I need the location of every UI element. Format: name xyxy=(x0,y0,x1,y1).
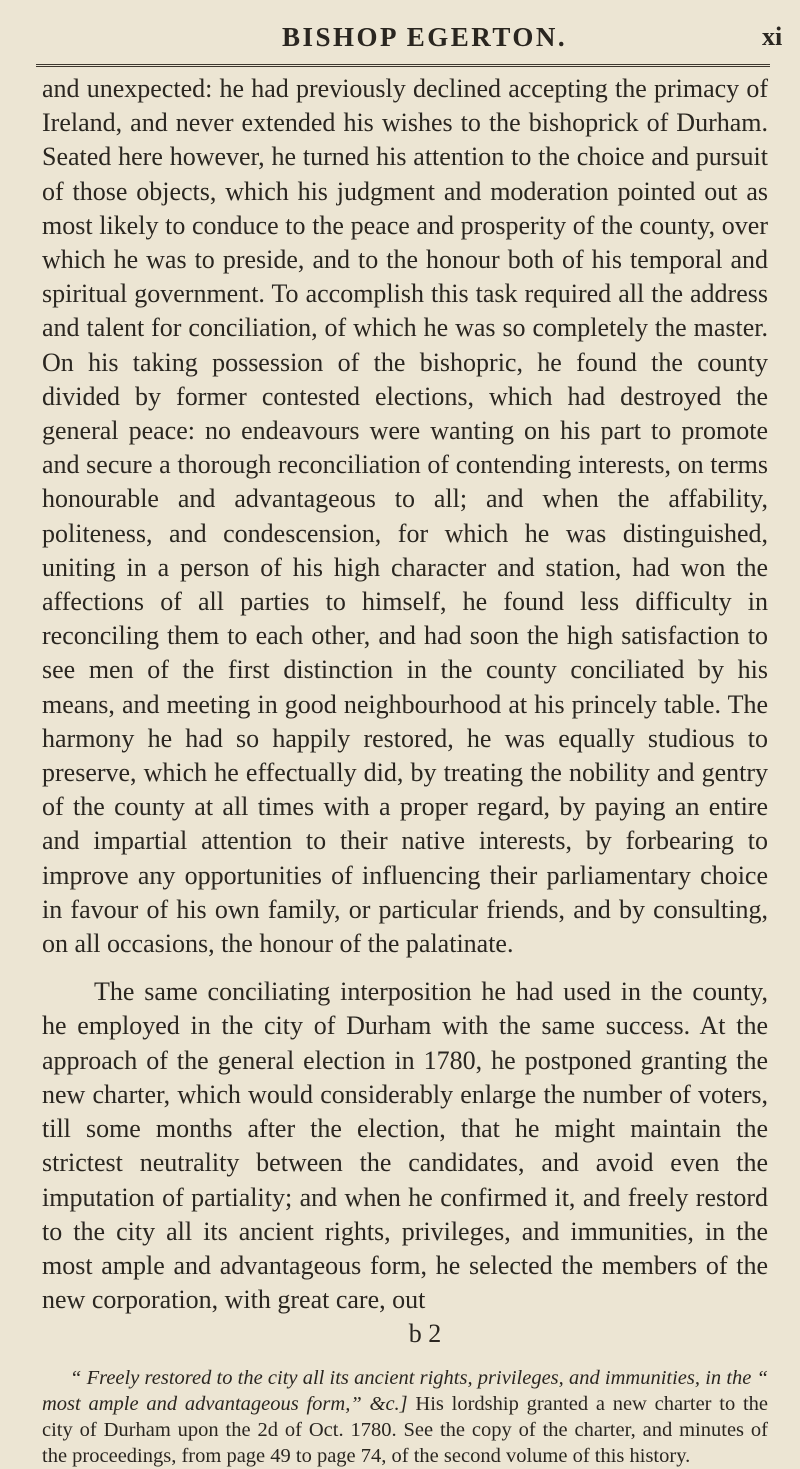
paragraph-1: and unexpected: he had previously declined accepting the primacy of Ireland, and never extended his wishes to the bishoprick of Durham. Seated here however, he turned his attention to the choice and pursuit of those objects, which his judgment and moderation pointed out as most likely to conduce to the peace and prosperity of the county, over which he was to preside, and to the honour both of his temporal and spiritual government. To accomplish this task required all the address and talent for conciliation, of which he was so completely the master. On his taking possession of the bishopric, he found the county divided by former contested elections, which had destroyed the general peace: no endeavours were wanting on his part to promote and secure a thorough reconciliation of contending interests, on terms honourable and advantageous to all; and when the affability, politeness, and condescension, for which he was distinguished, uniting in a person of his high character and station, had won the affections of all parties to himself, he found less difficulty in reconciling them to each other, and had soon the high satisfaction to see men of the first distinction in the county conciliated by his means, and meeting in good neighbourhood at his princely table. The harmony he had so happily restored, he was equally studious to preserve, which he effectually did, by treating the nobility and gentry of the county at all times with a proper regard, by paying an entire and impartial attention to their native interests, by forbearing to improve any opportunities of influencing their parliamentary choice in favour of his own family, or particular friends, and by consulting, on all occasions, the honour of the palatinate. xyxy=(42,74,768,959)
main-text xyxy=(42,72,768,1469)
page-header xyxy=(0,22,800,62)
footnote-quotation: “ Freely restored to the city all its ancient rights, privileges, and immunities, in the “ most ample and advantageous form,” &c.] xyxy=(42,1367,768,1416)
running-head: BISHOP EGERTON. xyxy=(282,22,568,52)
footnote xyxy=(42,1365,768,1469)
header-rule xyxy=(36,64,770,67)
signature-mark: b 2 xyxy=(408,1319,442,1349)
footnote-text: His lordship granted a new charter to the city of Durham upon the 2d of Oct. 1780. See the copy of the charter, and minutes of the proceedings, from page 49 to page 74, of the second volume of this history. xyxy=(42,1393,769,1468)
paragraph-2: The same conciliating interposition he had used in the county, he employed in the city of Durham with the same success. At the approach of the general election in 1780, he postponed granting the new charter, which would considerably enlarge the number of voters, till some months after the election, that he might maintain the strictest neutrality between the candidates, and avoid even the imputation of partiality; and when he confirmed it, and freely restord to the city all its ancient rights, privileges, and immunities, in the most ample and advantageous form, he selected the members of the new corporation, with great care, out xyxy=(42,977,768,1315)
page-number: xi xyxy=(762,22,783,51)
